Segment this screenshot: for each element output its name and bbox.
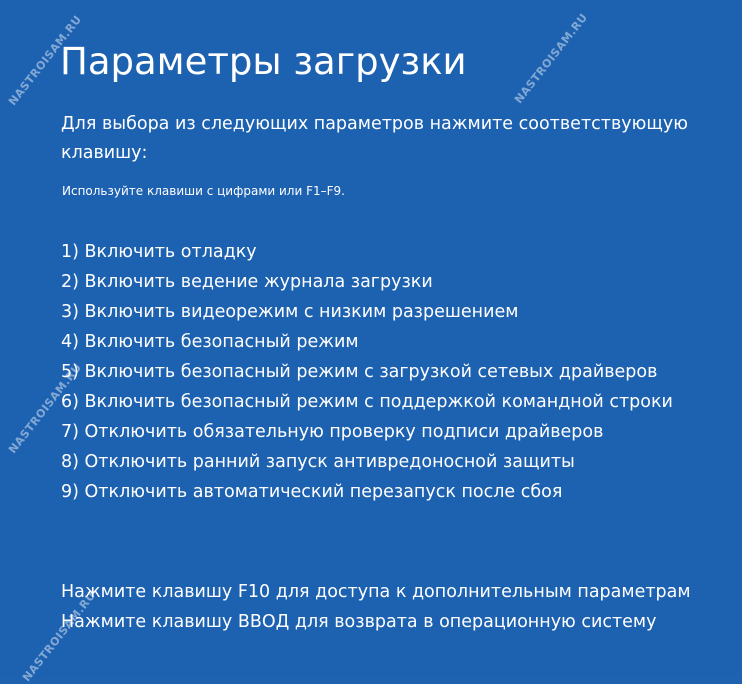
watermark: NASTROISAM.RU [512,10,591,107]
option-enable-debugging[interactable]: 1) Включить отладку [61,242,257,262]
page-title: Параметры загрузки [60,40,467,83]
option-enable-low-resolution-video[interactable]: 3) Включить видеорежим с низким разрешением [61,302,519,322]
footer-enter-hint[interactable]: Нажмите клавишу ВВОД для возврата в операционную систему [61,612,657,632]
watermark: NASTROISAM.RU [20,588,99,684]
option-enable-safe-mode-command-prompt[interactable]: 6) Включить безопасный режим с поддержкой командной строки [61,392,673,412]
boot-options-list [61,237,673,507]
instruction-text: Для выбора из следующих параметров нажмите соответствующую клавишу: [61,114,688,163]
option-disable-driver-signature-enforcement[interactable]: 7) Отключить обязательную проверку подписи драйверов [61,422,604,442]
option-enable-safe-mode-networking[interactable]: 5) Включить безопасный режим с загрузкой сетевых драйверов [61,362,658,382]
watermark: NASTROISAM.RU [6,12,85,109]
watermark: NASTROISAM.RU [6,360,85,457]
option-enable-boot-logging[interactable]: 2) Включить ведение журнала загрузки [61,272,433,292]
keyboard-hint: Используйте клавиши с цифрами или F1–F9. [62,184,345,198]
footer-instructions [61,577,691,637]
option-enable-safe-mode[interactable]: 4) Включить безопасный режим [61,332,359,352]
option-disable-early-launch-antimalware[interactable]: 8) Отключить ранний запуск антивредоносной защиты [61,452,575,472]
footer-f10-hint[interactable]: Нажмите клавишу F10 для доступа к дополнительным параметрам [61,582,691,602]
option-disable-auto-restart[interactable]: 9) Отключить автоматический перезапуск после сбоя [61,482,563,502]
